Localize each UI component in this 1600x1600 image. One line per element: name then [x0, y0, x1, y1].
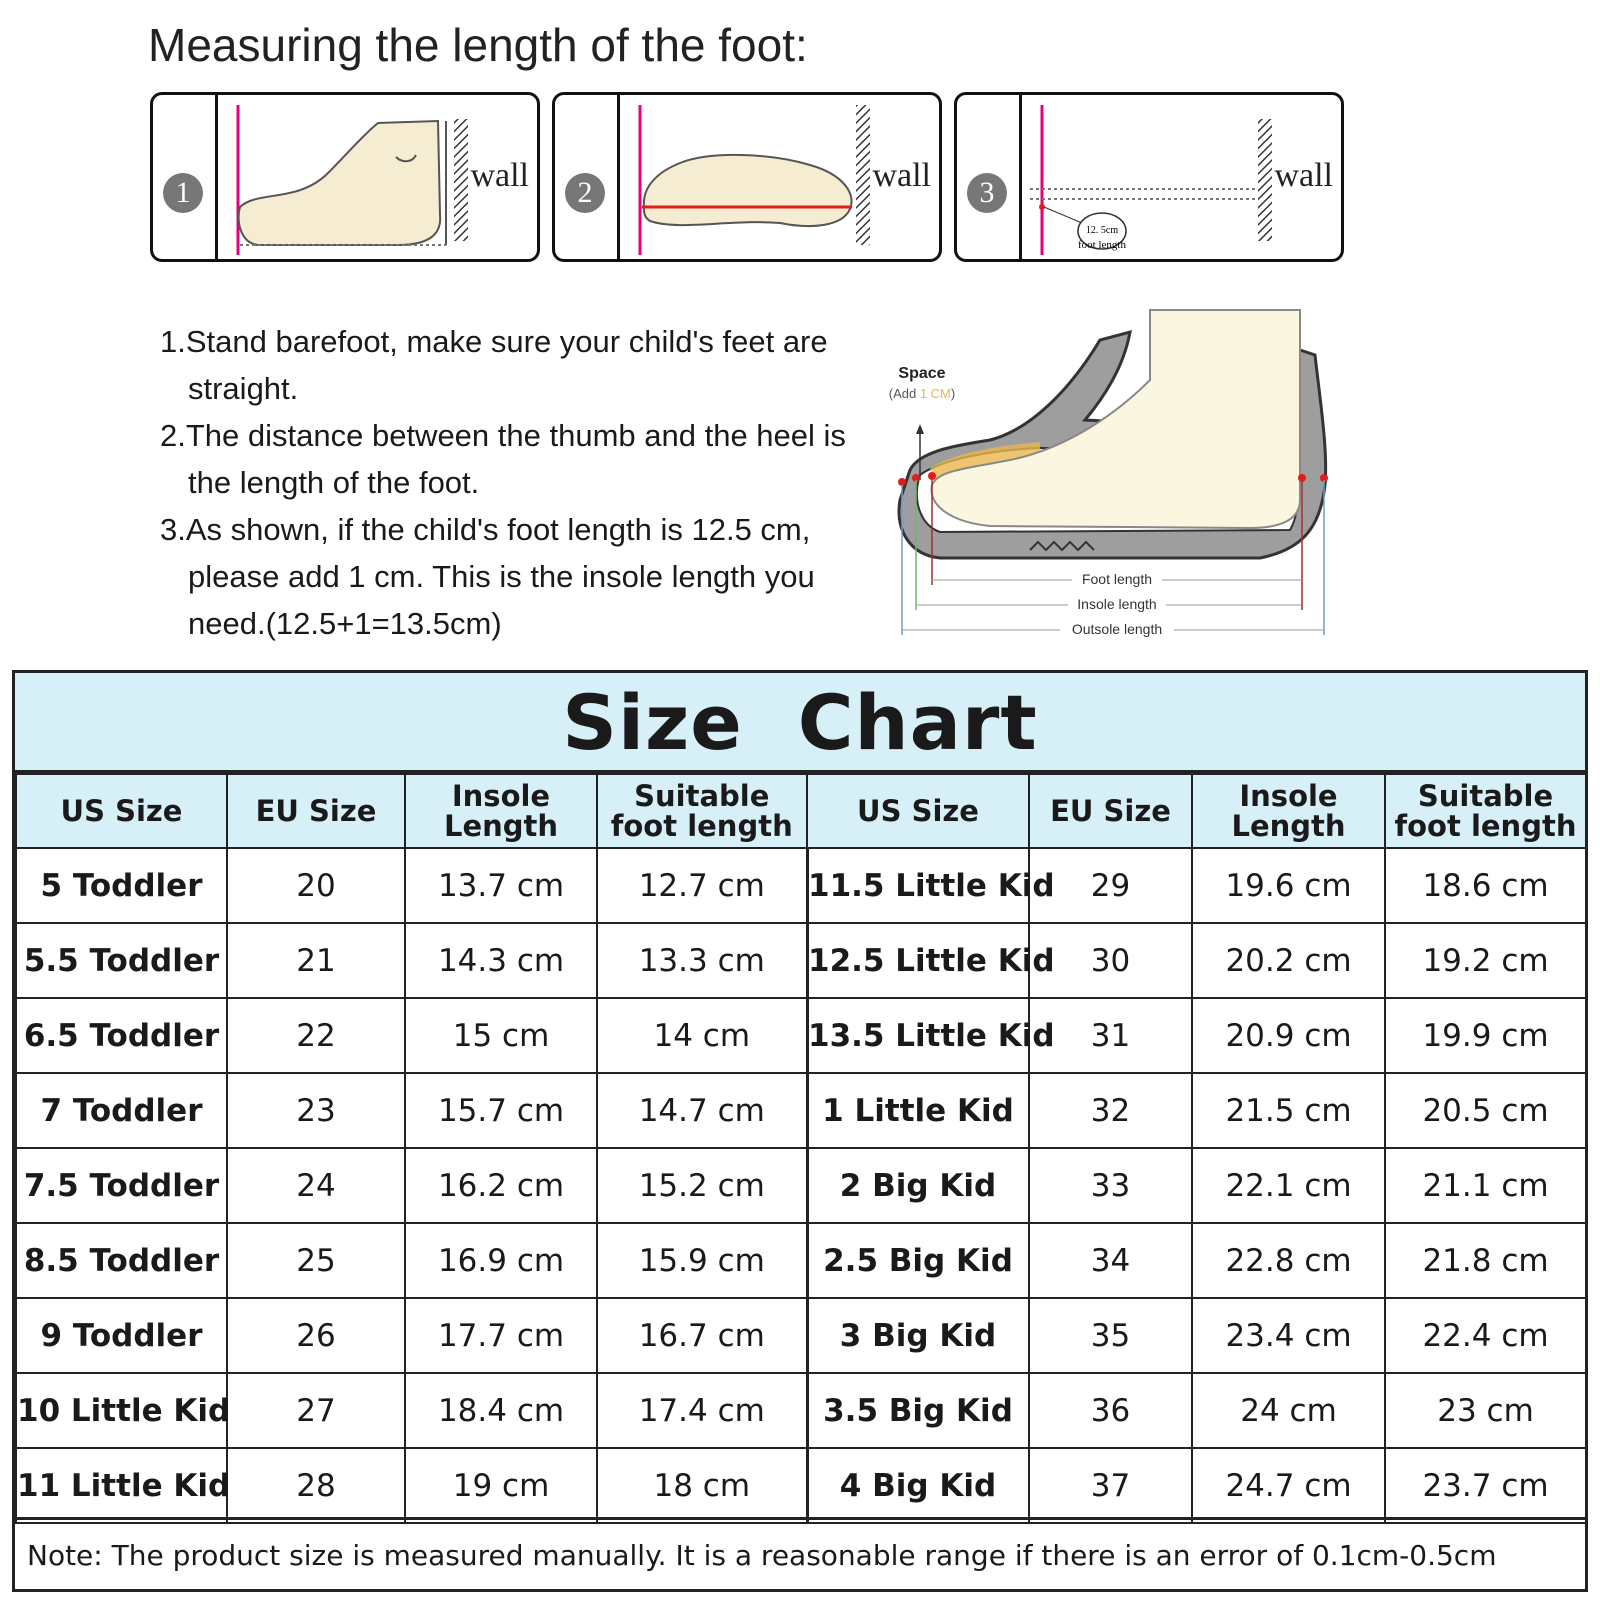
- cell-insole: 16.9 cm: [405, 1223, 597, 1298]
- table-row: [16, 1373, 807, 1448]
- cell-us: 5.5 Toddler: [16, 923, 227, 998]
- cell-foot: 21.1 cm: [1385, 1148, 1586, 1223]
- table-row: [807, 1073, 1586, 1148]
- table-row: [16, 1298, 807, 1373]
- cell-foot: 13.3 cm: [597, 923, 807, 998]
- cell-us: 11 Little Kid: [16, 1448, 227, 1523]
- cell-foot: 16.7 cm: [597, 1298, 807, 1373]
- cell-foot: 12.7 cm: [597, 848, 807, 923]
- page-heading: Measuring the length of the foot:: [148, 19, 808, 71]
- cell-eu: 36: [1029, 1373, 1192, 1448]
- cell-foot: 23 cm: [1385, 1373, 1586, 1448]
- cell-foot: 19.2 cm: [1385, 923, 1586, 998]
- table-row: [16, 923, 807, 998]
- step-number-badge: 1: [163, 173, 203, 213]
- cell-insole: 16.2 cm: [405, 1148, 597, 1223]
- size-table-left: [15, 773, 809, 1524]
- cell-eu: 25: [227, 1223, 405, 1298]
- instruction-step-2: 2.The distance between the thumb and the heel is the length of the foot.: [160, 418, 846, 500]
- table-row: [807, 1448, 1586, 1523]
- cell-us: 6.5 Toddler: [16, 998, 227, 1073]
- outsole-length-label: Outsole length: [1071, 621, 1163, 637]
- space-label: Space: [898, 365, 946, 382]
- cell-us: 1 Little Kid: [807, 1073, 1029, 1148]
- cell-us: 5 Toddler: [16, 848, 227, 923]
- cell-us: 2.5 Big Kid: [807, 1223, 1029, 1298]
- table-row: [807, 1298, 1586, 1373]
- measure-step-3-panel: [954, 92, 1344, 262]
- cell-foot: 19.9 cm: [1385, 998, 1586, 1073]
- cell-foot: 21.8 cm: [1385, 1223, 1586, 1298]
- cell-eu: 28: [227, 1448, 405, 1523]
- cell-foot: 17.4 cm: [597, 1373, 807, 1448]
- table-row: [16, 1448, 807, 1523]
- cell-eu: 27: [227, 1373, 405, 1448]
- table-row: [16, 848, 807, 923]
- table-header-row: [16, 774, 807, 848]
- foot-length-label: Foot length: [1081, 571, 1153, 587]
- cell-insole: 17.7 cm: [405, 1298, 597, 1373]
- insole-length-label: Insole length: [1077, 596, 1157, 612]
- cell-us: 3.5 Big Kid: [807, 1373, 1029, 1448]
- cell-eu: 34: [1029, 1223, 1192, 1298]
- instruction-step-3: 3.As shown, if the child's foot length is 12.5 cm, please add 1 cm. This is the insole length you need.(12.5+1=13.5cm): [160, 512, 815, 641]
- cell-insole: 22.1 cm: [1192, 1148, 1385, 1223]
- cell-foot: 20.5 cm: [1385, 1073, 1586, 1148]
- size-table-right: [806, 773, 1587, 1524]
- cell-us: 11.5 Little Kid: [807, 848, 1029, 923]
- table-row: [807, 1373, 1586, 1448]
- cell-foot: 23.7 cm: [1385, 1448, 1586, 1523]
- cell-eu: 21: [227, 923, 405, 998]
- cell-us: 7 Toddler: [16, 1073, 227, 1148]
- cell-eu: 26: [227, 1298, 405, 1373]
- space-add-label: (Add 1 CM): [888, 386, 956, 401]
- cell-insole: 15 cm: [405, 998, 597, 1073]
- cell-foot: 22.4 cm: [1385, 1298, 1586, 1373]
- step-number-badge: 3: [967, 173, 1007, 213]
- table-row: [807, 998, 1586, 1073]
- cell-insole: 23.4 cm: [1192, 1298, 1385, 1373]
- header-insole-length: Insole Length: [1192, 774, 1385, 848]
- cell-insole: 15.7 cm: [405, 1073, 597, 1148]
- header-suitable-foot-length: Suitable foot length: [1385, 774, 1586, 848]
- cell-us: 10 Little Kid: [16, 1373, 227, 1448]
- cell-eu: 37: [1029, 1448, 1192, 1523]
- instruction-step-1: 1.Stand barefoot, make sure your child's feet are straight.: [160, 324, 828, 406]
- cell-foot: 18 cm: [597, 1448, 807, 1523]
- cell-eu: 29: [1029, 848, 1192, 923]
- cell-us: 3 Big Kid: [807, 1298, 1029, 1373]
- cell-foot: 15.2 cm: [597, 1148, 807, 1223]
- header-eu-size: EU Size: [1029, 774, 1192, 848]
- cell-eu: 23: [227, 1073, 405, 1148]
- size-chart: [12, 670, 1588, 1592]
- cell-us: 2 Big Kid: [807, 1148, 1029, 1223]
- size-chart-title: Size Chart: [15, 673, 1585, 773]
- shoe-length-diagram: [880, 300, 1350, 650]
- cell-us: 13.5 Little Kid: [807, 998, 1029, 1073]
- header-suitable-foot-length: Suitable foot length: [597, 774, 807, 848]
- cell-insole: 24.7 cm: [1192, 1448, 1385, 1523]
- table-row: [16, 1073, 807, 1148]
- cell-insole: 13.7 cm: [405, 848, 597, 923]
- cell-insole: 19.6 cm: [1192, 848, 1385, 923]
- cell-foot: 14.7 cm: [597, 1073, 807, 1148]
- header-us-size: US Size: [16, 774, 227, 848]
- table-row: [807, 1223, 1586, 1298]
- cell-eu: 32: [1029, 1073, 1192, 1148]
- cell-eu: 33: [1029, 1148, 1192, 1223]
- table-row: [16, 1223, 807, 1298]
- measure-value-text: 12. 5cm: [1085, 225, 1119, 236]
- measure-step-1-panel: [150, 92, 540, 262]
- cell-eu: 24: [227, 1148, 405, 1223]
- cell-foot: 18.6 cm: [1385, 848, 1586, 923]
- cell-insole: 20.2 cm: [1192, 923, 1385, 998]
- cell-us: 9 Toddler: [16, 1298, 227, 1373]
- measure-label-text: foot length: [1078, 239, 1126, 251]
- cell-insole: 14.3 cm: [405, 923, 597, 998]
- step-number-badge: 2: [565, 173, 605, 213]
- header-eu-size: EU Size: [227, 774, 405, 848]
- cell-insole: 22.8 cm: [1192, 1223, 1385, 1298]
- cell-insole: 21.5 cm: [1192, 1073, 1385, 1148]
- cell-us: 12.5 Little Kid: [807, 923, 1029, 998]
- measuring-instructions: [160, 318, 880, 647]
- cell-insole: 18.4 cm: [405, 1373, 597, 1448]
- wall-label: wall: [1274, 157, 1333, 194]
- table-row: [807, 1148, 1586, 1223]
- table-row: [807, 923, 1586, 998]
- cell-insole: 19 cm: [405, 1448, 597, 1523]
- wall-label: wall: [872, 157, 931, 194]
- cell-us: 4 Big Kid: [807, 1448, 1029, 1523]
- cell-eu: 35: [1029, 1298, 1192, 1373]
- cell-insole: 20.9 cm: [1192, 998, 1385, 1073]
- table-row: [16, 998, 807, 1073]
- cell-foot: 15.9 cm: [597, 1223, 807, 1298]
- wall-label: wall: [470, 157, 529, 194]
- table-header-row: [807, 774, 1586, 848]
- size-chart-note: Note: The product size is measured manually. It is a reasonable range if there is an error of 0.1cm-0.5cm: [15, 1517, 1585, 1589]
- cell-eu: 31: [1029, 998, 1192, 1073]
- cell-insole: 24 cm: [1192, 1373, 1385, 1448]
- header-insole-length: Insole Length: [405, 774, 597, 848]
- cell-foot: 14 cm: [597, 998, 807, 1073]
- measure-step-2-panel: [552, 92, 942, 262]
- cell-eu: 22: [227, 998, 405, 1073]
- cell-us: 8.5 Toddler: [16, 1223, 227, 1298]
- cell-eu: 30: [1029, 923, 1192, 998]
- header-us-size: US Size: [807, 774, 1029, 848]
- cell-eu: 20: [227, 848, 405, 923]
- table-row: [807, 848, 1586, 923]
- cell-us: 7.5 Toddler: [16, 1148, 227, 1223]
- table-row: [16, 1148, 807, 1223]
